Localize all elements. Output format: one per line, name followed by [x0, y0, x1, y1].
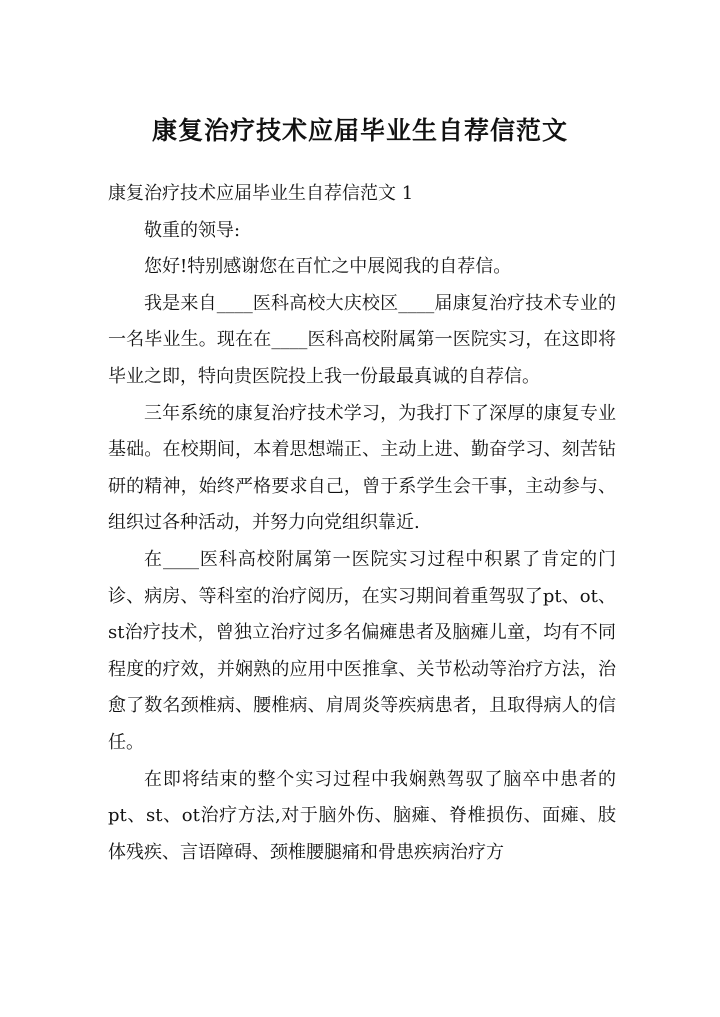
salutation: 敬重的领导: [144, 219, 241, 241]
paragraph-skills: 在即将结束的整个实习过程中我娴熟驾驭了脑卒中患者的pt、st、ot治疗方法,对于脑外伤、脑瘫、脊椎损伤、面瘫、肢体残疾、言语障碍、颈椎腰腿痛和骨患疾病治疗方 [108, 768, 616, 863]
paragraph-greeting: 您好!特别感谢您在百忙之中展阅我的自荐信。 [144, 256, 512, 278]
paragraph-education: 三年系统的康复治疗技术学习，为我打下了深厚的康复专业基础。在校期间，本着思想端正、主动上进、勤奋学习、刻苦钻研的精神，始终严格要求自己，曾于系学生会干事，主动参与、组织过各种活动，并努力向党组织靠近. [108, 402, 616, 534]
paragraph-internship: 在____医科高校附属第一医院实习过程中积累了肯定的门诊、病房、等科室的治疗阅历，在实习期间着重驾驭了pt、ot、st治疗技术，曾独立治疗过多名偏瘫患者及脑瘫儿童，均有不同程度的疗效，并娴熟的应用中医推拿、关节松动等治疗方法，治愈了数名颈椎病、腰椎病、肩周炎等疾病患者，且取得病人的信任。 [108, 548, 616, 753]
document-body [108, 176, 616, 871]
document-subtitle: 康复治疗技术应届毕业生自荐信范文 1 [108, 183, 414, 204]
document-title: 康复治疗技术应届毕业生自荐信范文 [151, 116, 568, 145]
paragraph-introduction: 我是来自____医科高校大庆校区____届康复治疗技术专业的一名毕业生。现在在____医科高校附属第一医院实习，在这即将毕业之即，特向贵医院投上我一份最最真诚的自荐信。 [108, 292, 616, 387]
